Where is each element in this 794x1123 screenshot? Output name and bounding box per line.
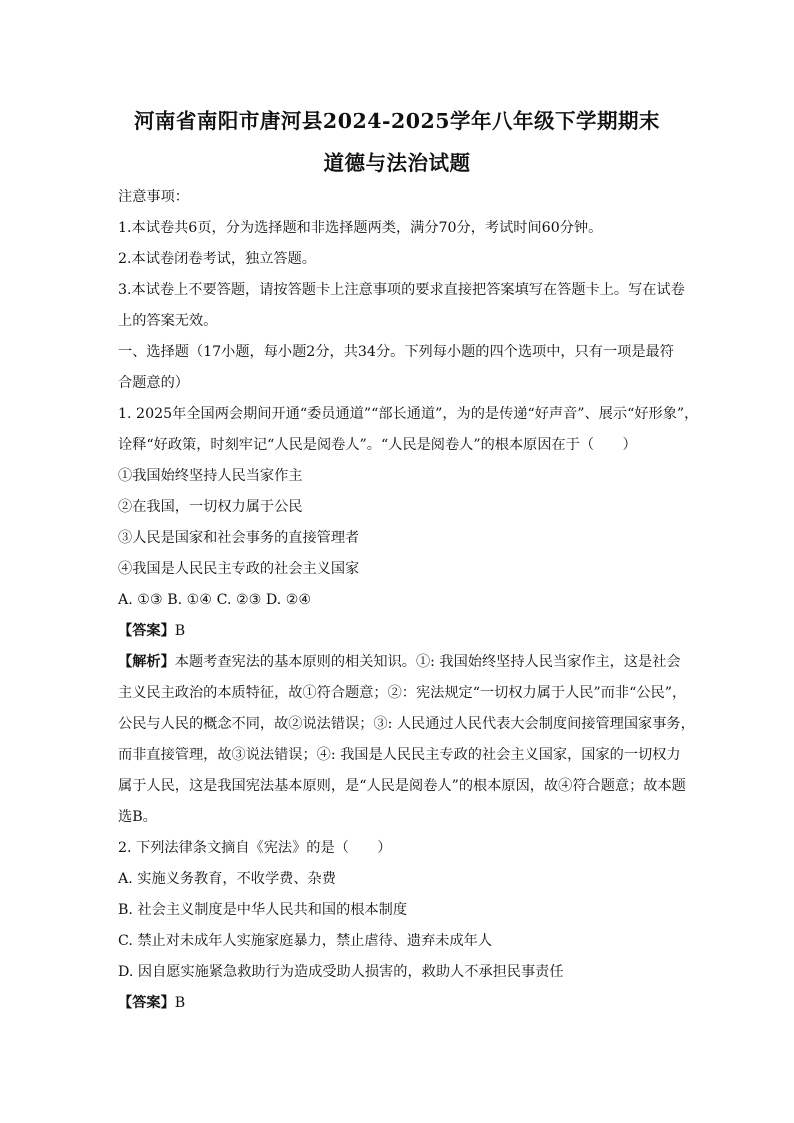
- q1-answer: [118, 621, 683, 641]
- q1-analysis-label: 【解析】: [118, 654, 175, 670]
- q2-answer-value: B: [174, 995, 186, 1011]
- section-heading-line-2: 合题意的）: [118, 375, 189, 391]
- q1-answer-label: 【答案】: [118, 623, 175, 639]
- q2-answer: [118, 993, 683, 1013]
- q1-stem-line-1: 1. 2025年全国两会期间开通“委员通道”“部长通道”，为的是传递“好声音”、展示“好形象”，: [118, 406, 699, 422]
- q2-option-a: A. 实施义务教育，不收学费、杂费: [118, 871, 336, 887]
- q1-option-2: ②在我国，一切权力属于公民: [118, 499, 303, 515]
- q1-stem-line-2: 诠释“好政策，时刻牢记“人民是阅卷人”。“人民是阅卷人”的根本原因在于（ ）: [118, 437, 637, 453]
- q1-analysis-line-5: 属于人民，这是我国宪法基本原则，是“人民是阅卷人”的根本原因，故④符合题意；故本题: [118, 778, 686, 794]
- q1-analysis-line-4: 而非直接管理，故③说法错误；④: 我国是人民民主专政的社会主义国家，国家的一切权力: [118, 747, 681, 763]
- q2-stem: 2. 下列法律条文摘自《宪法》的是（ ）: [118, 840, 392, 856]
- q1-option-3: ③人民是国家和社会事务的直接管理者: [118, 530, 360, 546]
- notice-heading: 注意事项：: [118, 189, 189, 205]
- notice-item-1: 1.本试卷共6页，分为选择题和非选择题两类，满分70分，考试时间60分钟。: [118, 220, 603, 236]
- q2-answer-label: 【答案】: [118, 995, 175, 1011]
- q2-option-d: D. 因自愿实施紧急救助行为造成受助人损害的，救助人不承担民事责任: [118, 964, 564, 980]
- document-title-line-2: 道德与法治试题: [323, 151, 471, 175]
- notice-item-3-line-1: 3.本试卷上不要答题，请按答题卡上注意事项的要求直接把答案填写在答题卡上。写在试卷: [118, 282, 685, 298]
- q1-choices: A. ①③ B. ①④ C. ②③ D. ②④: [118, 592, 312, 608]
- q1-analysis-line-2: 主义民主政治的本质特征，故①符合题意；②：宪法规定“一切权力属于人民”而非“公民”，: [118, 685, 687, 701]
- q1-analysis-text-1: 本题考查宪法的基本原则的相关知识。①: 我国始终坚持人民当家作主，这是社会: [174, 654, 681, 670]
- q1-analysis-line-3: 公民与人民的概念不同，故②说法错误；③: 人民通过人民代表大会制度间接管理国家事务，: [118, 716, 695, 732]
- notice-item-3-line-2: 上的答案无效。: [118, 313, 218, 329]
- q2-option-c: C. 禁止对未成年人实施家庭暴力，禁止虐待、遗弃未成年人: [118, 933, 493, 949]
- q1-option-4: ④我国是人民民主专政的社会主义国家: [118, 561, 360, 577]
- q1-answer-value: B: [174, 623, 186, 639]
- q1-analysis-line-6: 选B。: [118, 809, 157, 825]
- section-heading-line-1: 一、选择题（17小题，每小题2分，共34分。下列每小题的四个选项中，只有一项是最符: [118, 344, 674, 360]
- document-title-line-1: 河南省南阳市唐河县2024-2025学年八年级下学期期末: [133, 109, 661, 133]
- q1-analysis-line-1: [118, 652, 683, 672]
- notice-item-2: 2.本试卷闭卷考试，独立答题。: [118, 251, 316, 267]
- q2-option-b: B. 社会主义制度是中华人民共和国的根本制度: [118, 902, 408, 918]
- q1-option-1: ①我国始终坚持人民当家作主: [118, 468, 303, 484]
